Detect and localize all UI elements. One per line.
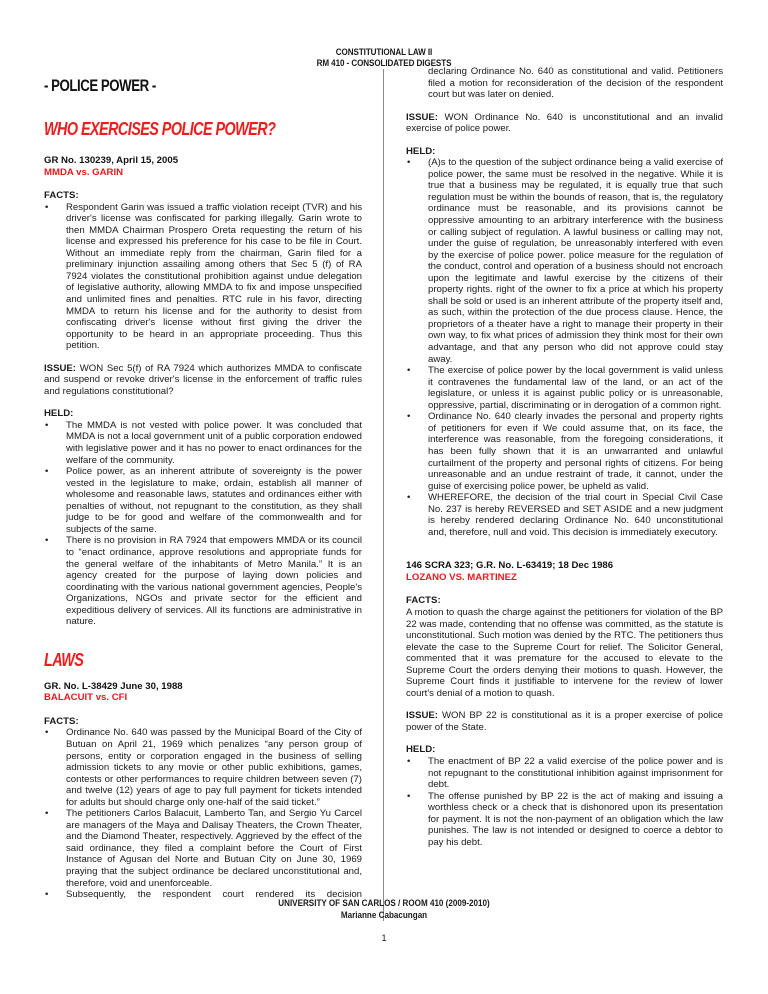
list-item: • The exercise of police power by the local government is valid unless it contravenes the fundamental law of the land, or an act of the legislature, or unless it is against public policy or is unreasonable, oppressive, partial, discriminating or in derogation of a common right. [407,365,723,411]
page-title: - POLICE POWER - [44,76,156,95]
facts-list [44,202,362,352]
list-item: • Ordinance No. 640 was passed by the Municipal Board of the City of Butuan on April 21, 1969 which penalizes “any person group of persons, entity or corporation engaged in the business of selling admission tickets to any movie or other public exhibitions, games, contests or other performances to require children between seven (7) and twelve (12) years of age to pay full payment for tickets intended for adults but should charge only one-half of the said ticket.” [45,727,362,808]
list-item: • Respondent Garin was issued a traffic violation receipt (TVR) and his driver's license was confiscated for parking illegally. Garin wrote to then MMDA Chairman Prospero Oreta requesting the return of his license and expressed his preference for his case to be file in Court. Without an immediate reply from the chairman, Garin filed for a preliminary injunction assailing among others that Sec 5 (f) of RA 7924 violates the constitutional prohibition against undue delegation of legislative authority, allowing MMDA to fix and impose unspecified and unlimited fines and penalties. RTC rule in his favor, directing MMDA to return his license and for the authority to desist from confiscating driver's license without first giving the driver the opportunity to be heard in an appropriate proceeding. Thus this petition. [45,201,362,352]
bullet-icon: • [407,790,411,802]
issue-label: ISSUE: [44,362,76,374]
bullet-icon: • [45,889,49,901]
bullet-icon: • [407,492,411,504]
case-reference: 146 SCRA 323; G.R. No. L-63419; 18 Dec 1986 [406,560,614,572]
issue-paragraph: ISSUE: WON BP 22 is constitutional as it is a proper exercise of police power of the State. [406,710,724,733]
facts-label: FACTS: [44,715,79,727]
bullet-icon: • [45,727,49,739]
list-item: • Subsequently, the respondent court rendered its decision [45,889,362,901]
held-label: HELD: [44,408,74,420]
bullet-icon: • [45,808,49,820]
column-divider [383,69,384,921]
list-item: • There is no provision in RA 7924 that empowers MMDA or its council to “enact ordinance, approve resolutions and appropriate funds for the general welfare of the inhabitants of Metro Manila.” It is an agency created for the purpose of laying down policies and coordinating with the various national government agencies, People's Organizations, NGOs and private sector for the efficient and expeditious delivery of services. All its functions are administrative in nature. [45,535,362,628]
list-item: • Police power, as an inherent attribute of sovereignty is the power vested in the legislature to make, ordain, establish all manner of wholesome and reasonable laws, statutes and ordinances either with penalties of without, not repugnant to the constitution, as they shall judge to be for good and welfare of the commonwealth and for subjects of the same. [45,466,362,535]
case-lozano-martinez [406,560,723,848]
facts-list [44,727,362,900]
left-column [44,66,362,901]
held-list [406,756,723,848]
issue-label: ISSUE: [406,710,438,722]
list-item: • The petitioners Carlos Balacuit, Lamberto Tan, and Sergio Yu Carcel are managers of the Maya and Dalisay Theaters, the Crown Theater, and the Diamond Theater, respectively. Aggrieved by the effect of the said ordinance, they filed a complaint before the Court of First Instance of Agusan del Norte and Butuan City on June 30, 1969 praying that the subject ordinance be declared unconstitutional and, therefore, void and unenforceable. [45,808,362,889]
document-footer [46,898,722,921]
list-item: • Ordinance No. 640 clearly invades the personal and property rights of petitioners for even if We could assume that, on its face, the interference was reasonable, from the foregoing considerations, it has been fully shown that it is an unwarranted and unlawful curtailment of the property and personal rights of citizens. For being unreasonable and an undue restraint of trade, it cannot, under the guise of exercising police power, be upheld as valid. [407,411,723,492]
list-item: • (A)s to the question of the subject ordinance being a valid exercise of police power, the same must be resolved in the negative. While it is true that a business may be regulated, it is equally true that such regulation must be within the bounds of reason, that is, the regulatory ordinance must be reasonable, and its provisions cannot be oppressive amounting to an arbitrary interference with the business or calling subject of regulation. A lawful business or calling may not, under the guise of regulation, be unreasonably interfered with even by the exercise of police power. police measure for the regulation of the conduct, control and operation of a business should not encroach upon the legitimate and lawful exercise by the citizens of their property rights. right of the owner to fix a price at which his property shall be sold or used is an inherent attribute of the property itself and, as such, within the protection of the due process clause. Hence, the proprietors of a theater have a right to manage their property in their own way, to fix what prices of admission they think most for their own advantage, and that any person who did not approve could stay away. [407,157,723,365]
bullet-icon: • [45,201,49,213]
list-item: • The enactment of BP 22 a valid exercise of the police power and is not repugnant to the constitutional inhibition against imprisonment for debt. [407,755,723,791]
case-name: LOZANO VS. MARTINEZ [406,571,517,583]
case-balacuit-cfi [44,681,362,901]
list-item: • The MMDA is not vested with police power. It was concluded that MMDA is not a local government unit of a public corporation endowed with legislative power and it has no power to enact ordinances for the welfare of the community. [45,419,362,466]
header-course: CONSTITUTIONAL LAW II [335,47,433,57]
case-reference: GR. No. L-38429 June 30, 1988 [44,680,183,692]
list-item: • WHEREFORE, the decision of the trial court in Special Civil Case No. 237 is hereby REVERSED and SET ASIDE and a new judgment is hereby rendered declaring Ordinance No. 640 unconstitutional and, therefore, null and void. This decision is immediately executory. [407,492,723,538]
held-label: HELD: [406,744,436,756]
bullet-icon: • [407,755,411,767]
issue-paragraph: ISSUE: WON Ordinance No. 640 is unconstitutional and an invalid exercise of police power. [406,111,723,135]
header-subtitle: RM 410 - CONSOLIDATED DIGESTS [316,58,452,68]
section-title-who-exercises: WHO EXERCISES POLICE POWER? [44,119,276,139]
case-balacuit-ruling [406,112,723,539]
case-reference: GR No. 130239, April 15, 2005 [44,155,179,166]
facts-continuation: declaring Ordinance No. 640 as constitutional and valid. Petitioners filed a motion for reconsideration of the decision of the respondent court but was later on denied. [428,66,723,101]
page-number: 1 [381,933,387,943]
bullet-icon: • [407,157,411,169]
facts-label: FACTS: [44,190,79,202]
issue-label: ISSUE: [406,111,438,123]
case-name: BALACUIT vs. CFI [44,692,128,704]
held-list [406,157,723,538]
case-mmda-garin [44,155,362,628]
facts-label: FACTS: [406,595,441,607]
right-column [406,66,723,848]
bullet-icon: • [407,365,411,377]
section-title-laws: LAWS [44,649,84,670]
footer-author: Marianne Cabacungan [340,909,428,920]
facts-paragraph: A motion to quash the charge against the petitioners for violation of the BP 22 was made, contending that no offense was committed, as the statute is unconstitutional. Such motion was denied by the RTC. The petitioners thus elevate the case to the Supreme Court for relief. The Solicitor General, commented that it was premature for the accused to elevate to the Supreme Court the orders denying their motions to quash. However, the Supreme Court finds it justifiable to intervene for the review of lower court's denial of a motion to quash. [406,606,723,699]
bullet-icon: • [45,419,49,431]
held-label: HELD: [406,145,436,157]
footer-institution: UNIVERSITY OF SAN CARLOS / ROOM 410 (2009-2010) [278,898,490,908]
bullet-icon: • [45,466,49,478]
bullet-icon: • [45,535,49,547]
issue-paragraph: ISSUE: WON Sec 5(f) of RA 7924 which authorizes MMDA to confiscate and suspend or revoke driver's license in the enforcement of traffic rules and regulations constitutional? [44,362,362,397]
list-item: • The offense punished by BP 22 is the act of making and issuing a worthless check or a check that is dishonored upon its presentation for payment. It is not the non-payment of an obligation which the law punishes. The law is not intended or designed to coerce a debtor to pay his debt. [407,790,723,848]
bullet-icon: • [407,411,411,423]
held-list [44,420,362,628]
case-name: MMDA vs. GARIN [44,166,124,178]
